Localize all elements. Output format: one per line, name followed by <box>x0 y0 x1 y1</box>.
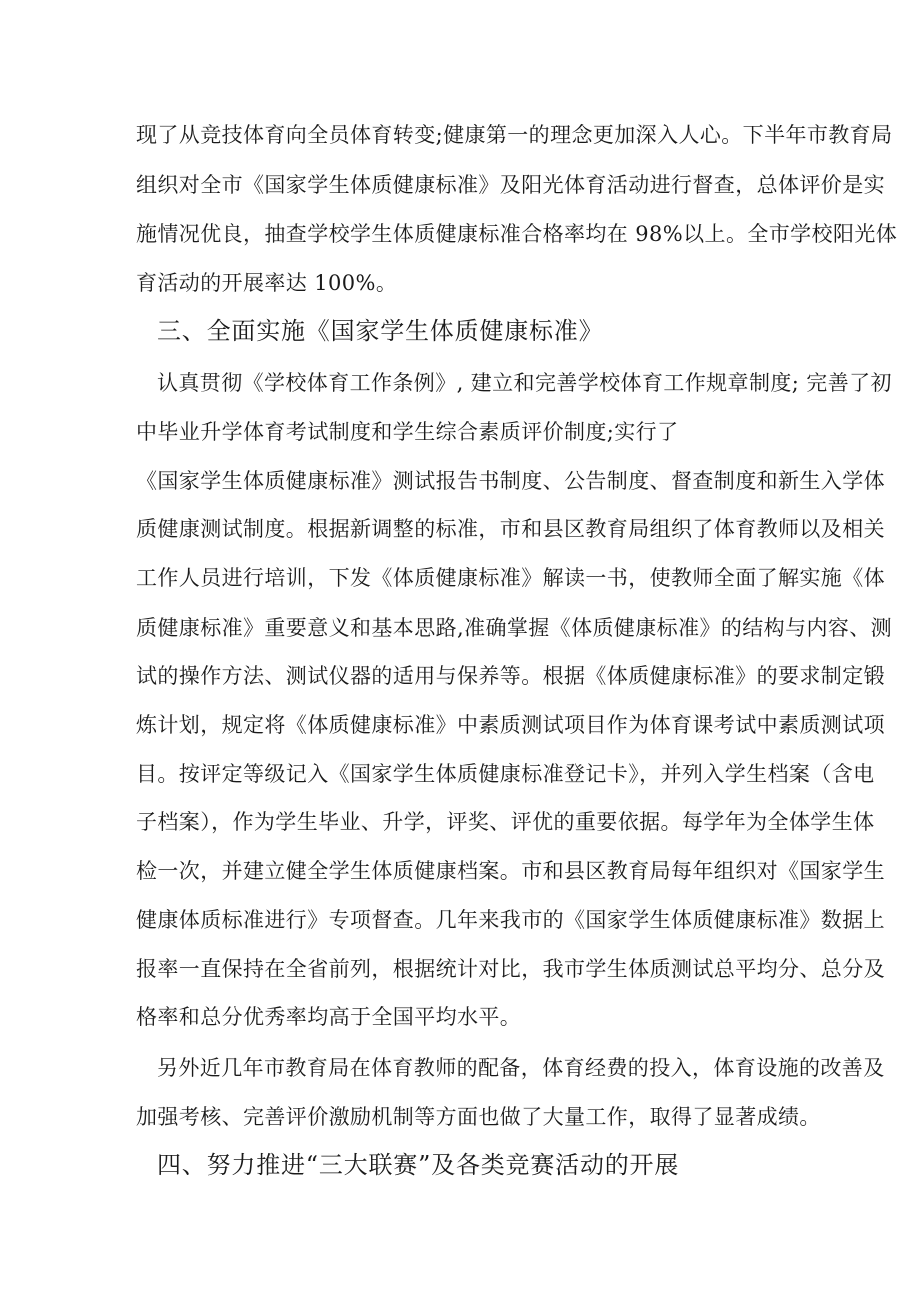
paragraph-2-line-9: 目。按评定等级记入《国家学生体质健康标准登记卡》，并列入学生档案（含电 <box>136 762 875 786</box>
paragraph-2-line-13: 报率一直保持在全省前列，根据统计对比，我市学生体质测试总平均分、总分及 <box>136 957 885 981</box>
paragraph-2-line-11: 检一次，并建立健全学生体质健康档案。市和县区教育局每年组织对《国家学生 <box>136 859 885 883</box>
paragraph-2-line-10: 子档案），作为学生毕业、升学，评奖、评优的重要依据。每学年为全体学生体 <box>136 810 875 834</box>
paragraph-2-line-3: 《国家学生体质健康标准》测试报告书制度、公告制度、督查制度和新生入学体 <box>136 469 885 493</box>
paragraph-1-line-2: 组织对全市《国家学生体质健康标准》及阳光体育活动进行督查，总体评价是实 <box>136 173 885 197</box>
paragraph-2-line-14: 格率和总分优秀率均高于全国平均水平。 <box>136 1005 522 1029</box>
paragraph-1-line-4: 育活动的开展率达 100%。 <box>136 271 398 295</box>
paragraph-2-line-12: 健康体质标准进行》专项督查。几年来我市的《国家学生体质健康标准》数据上 <box>136 908 885 932</box>
paragraph-2-line-6: 质健康标准》重要意义和基本思路,准确掌握《体质健康标准》的结构与内容、测 <box>136 616 893 640</box>
paragraph-2-line-7: 试的操作方法、测试仪器的适用与保养等。根据《体质健康标准》的要求制定锻 <box>136 664 885 688</box>
paragraph-2-line-8: 炼计划，规定将《体质健康标准》中素质测试项目作为体育课考试中素质测试项 <box>136 713 885 737</box>
paragraph-2-line-5: 工作人员进行培训，下发《体质健康标准》解读一书，使教师全面了解实施《体 <box>136 566 885 590</box>
section-heading-3: 三、全面实施《国家学生体质健康标准》 <box>157 317 604 345</box>
paragraph-2-line-1: 认真贯彻《学校体育工作条例》, 建立和完善学校体育工作规章制度; 完善了初 <box>157 371 892 395</box>
paragraph-1-line-1: 现了从竞技体育向全员体育转变;健康第一的理念更加深入人心。下半年市教育局 <box>136 123 893 147</box>
paragraph-3-line-2: 加强考核、完善评价激励机制等方面也做了大量工作，取得了显著成绩。 <box>136 1105 821 1129</box>
paragraph-1-line-3: 施情况优良，抽查学校学生体质健康标准合格率均在 98%以上。全市学校阳光体 <box>136 222 898 246</box>
paragraph-3-line-1: 另外近几年市教育局在体育教师的配备，体育经费的投入，体育设施的改善及 <box>157 1056 885 1080</box>
paragraph-2-line-2: 中毕业升学体育考试制度和学生综合素质评价制度;实行了 <box>136 420 679 444</box>
paragraph-2-line-4: 质健康测试制度。根据新调整的标准，市和县区教育局组织了体育教师以及相关 <box>136 517 885 541</box>
section-heading-4: 四、努力推进“三大联赛”及各类竞赛活动的开展 <box>157 1151 680 1179</box>
